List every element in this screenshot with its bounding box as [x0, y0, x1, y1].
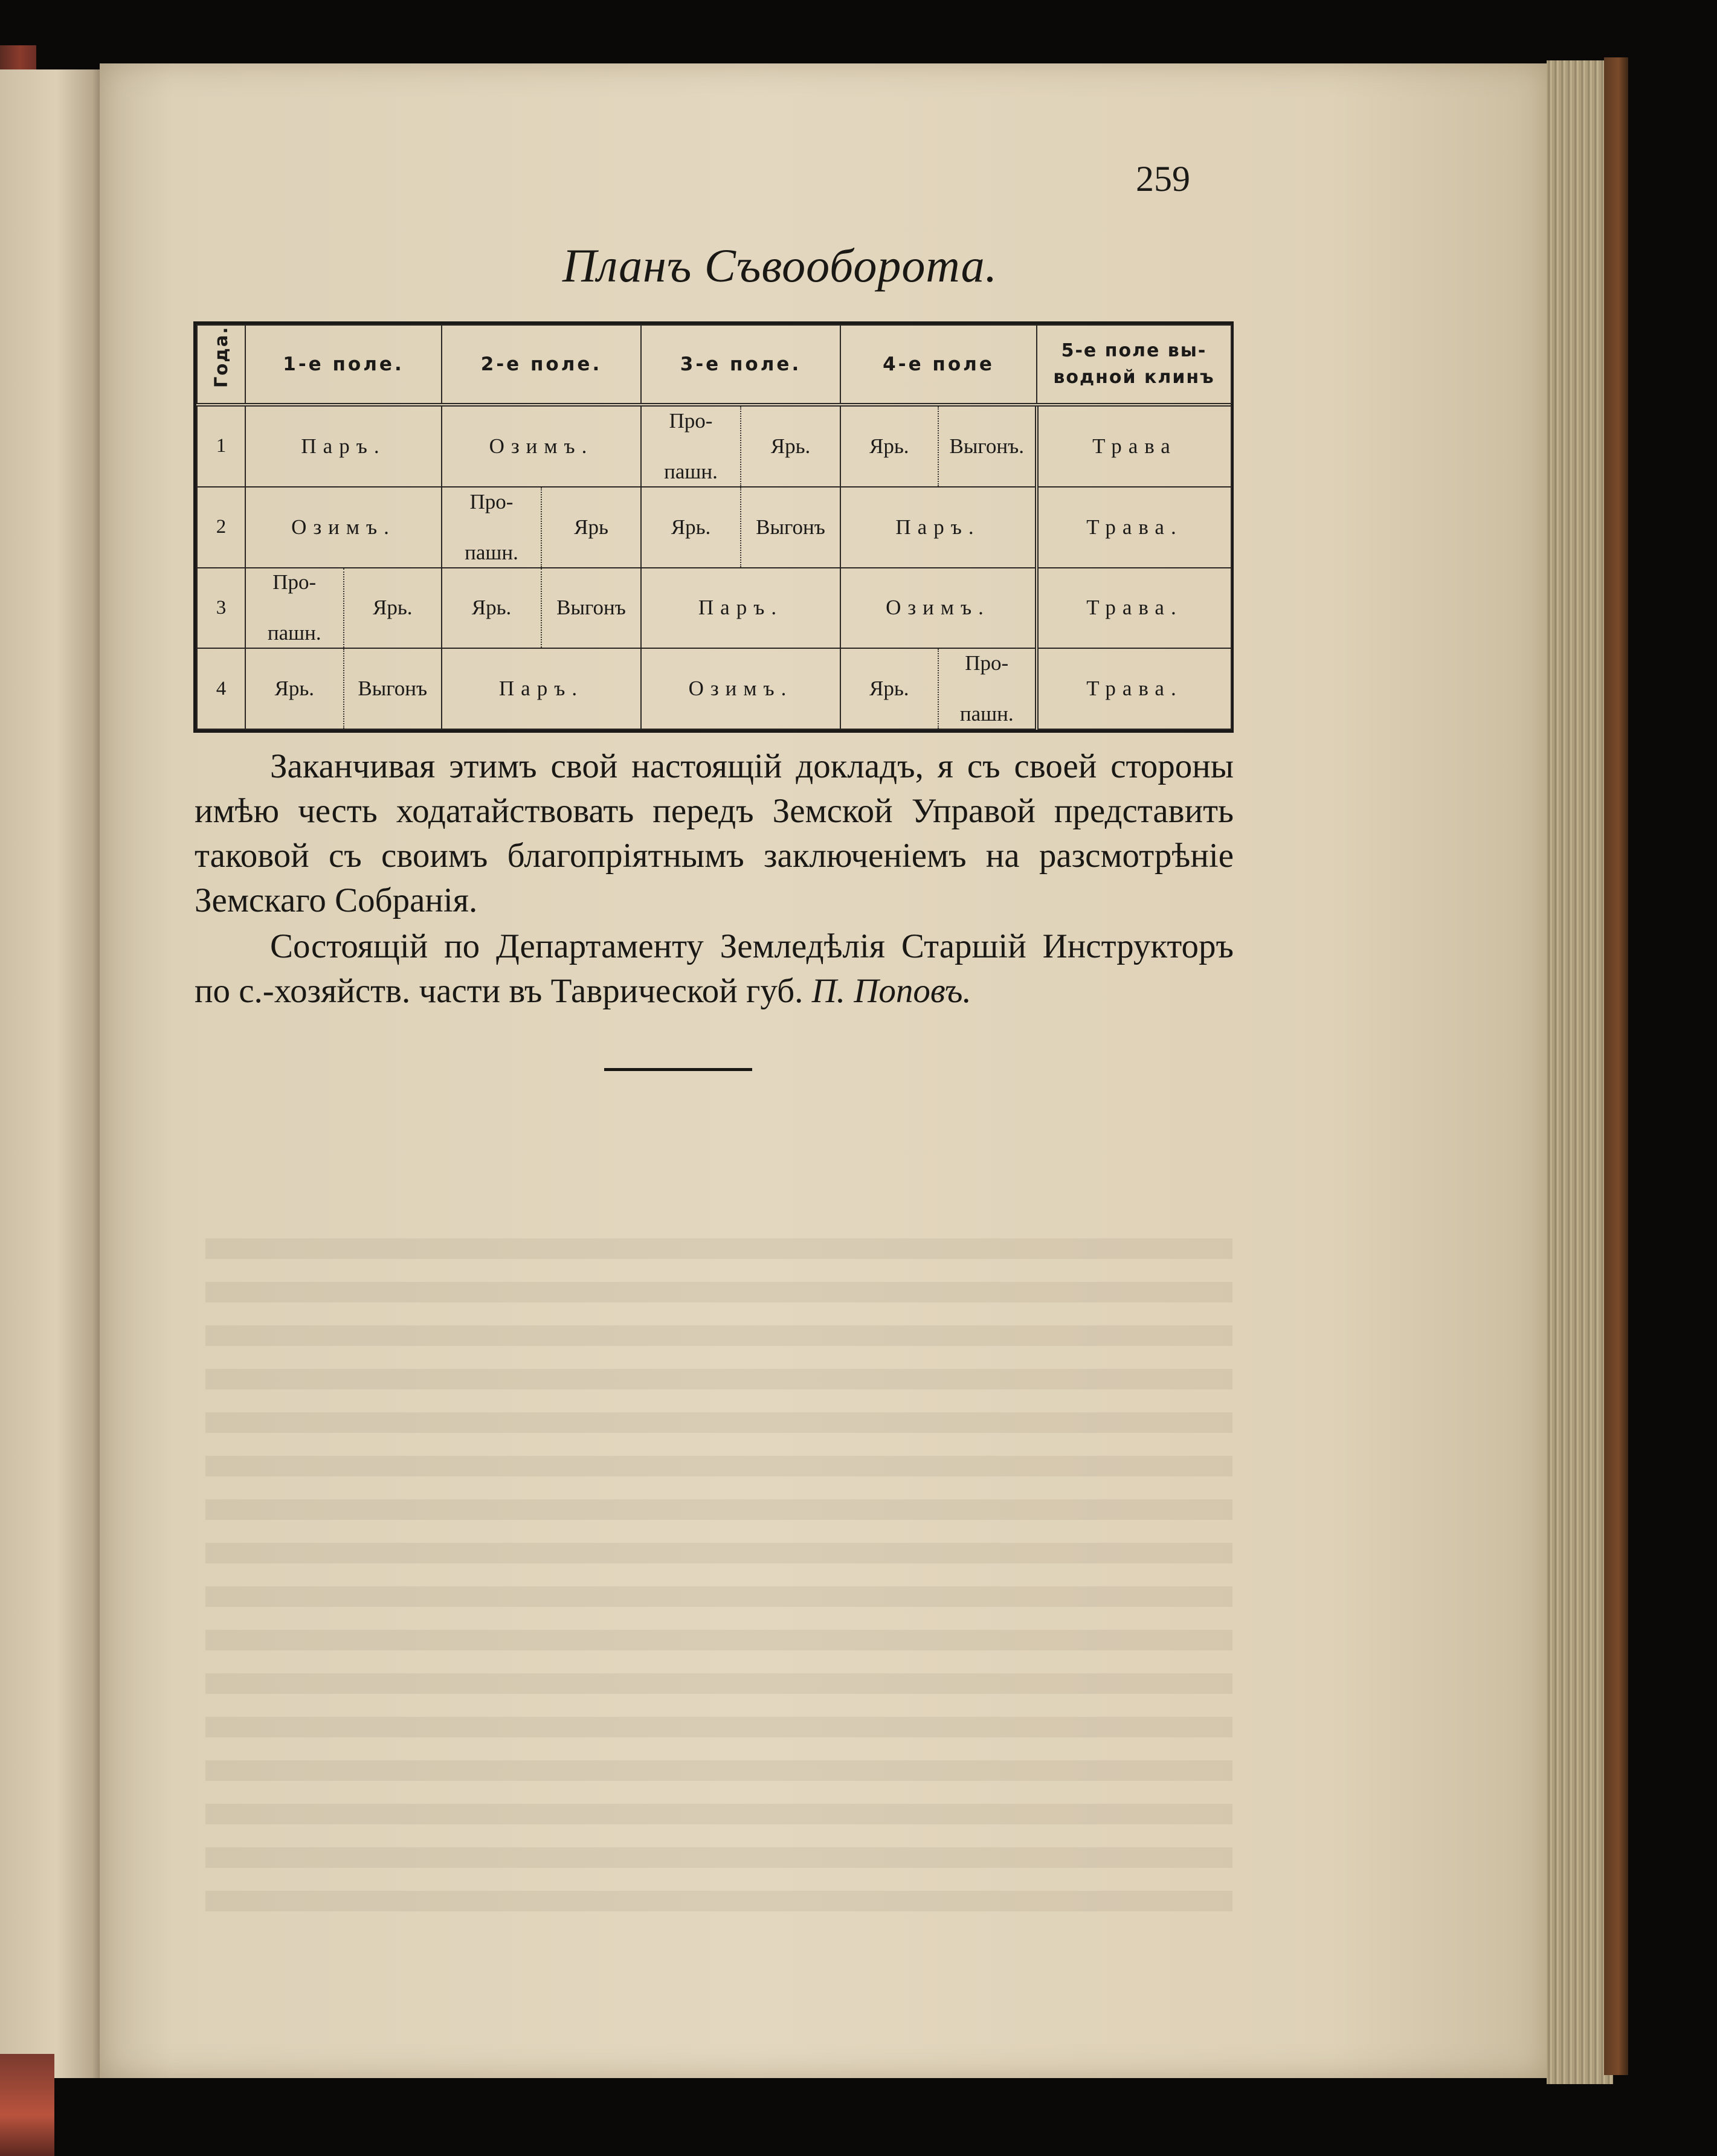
table-subcell: Ярь. [841, 649, 939, 729]
horizontal-rule [604, 1068, 752, 1071]
table-cell: Трава. [1037, 648, 1231, 729]
table-subcell: Ярь. [770, 434, 811, 458]
table-subcell: Выгонъ [358, 677, 428, 701]
book-cover-left-bottom [0, 2054, 54, 2156]
year-cell: 2 [197, 487, 245, 568]
table-cell-split [641, 405, 840, 487]
table-row [197, 487, 1231, 568]
table-cell-split [641, 487, 840, 568]
signature-paragraph [195, 924, 1234, 1014]
table-cell: Паръ. [442, 648, 641, 729]
table-cell: Паръ. [840, 487, 1037, 568]
table-cell-split [442, 487, 641, 568]
page-number: 259 [1136, 159, 1190, 199]
header-field-2: 2-е поле. [442, 325, 641, 405]
year-cell: 4 [197, 648, 245, 729]
table-subcell: Ярь. [642, 488, 741, 567]
signature-text: Состоящій по Департаменту Земледѣлія Старшій Инструкторъ по с.-хозяйств. части въ Таврической губ. [195, 927, 1234, 1010]
table-subcell: Про- пашн. [442, 488, 542, 567]
table-cell-split [840, 405, 1037, 487]
table-row [197, 648, 1231, 729]
header-years: Года. [197, 325, 245, 405]
header-field-1: 1-е поле. [245, 325, 442, 405]
table-cell-split [245, 648, 442, 729]
table-cell: Трава. [1037, 568, 1231, 649]
page-stack-edges [1547, 60, 1613, 2084]
table-row [197, 405, 1231, 487]
table-subcell: Про- пашн. [246, 568, 344, 648]
year-cell: 3 [197, 568, 245, 649]
table-row [197, 568, 1231, 649]
table-header-row [197, 325, 1231, 405]
page-title: Планъ Съвооборота. [562, 239, 998, 292]
table-subcell: Выгонъ [756, 515, 825, 539]
table-cell: Озимъ. [840, 568, 1037, 649]
book-cover-right-edge [1604, 57, 1628, 2075]
header-field-5: 5-е поле вы- водной клинъ [1037, 325, 1231, 405]
table-cell-split [840, 648, 1037, 729]
table-cell: Озимъ. [245, 487, 442, 568]
table-subcell: Ярь. [841, 407, 939, 486]
table-subcell: Про- пашн. [959, 651, 1014, 726]
header-field-4: 4-е поле [840, 325, 1037, 405]
table-cell-split [245, 568, 442, 649]
bleed-through-texture [205, 1238, 1232, 1933]
closing-paragraph: Заканчивая этимъ свой настоящій докладъ, я съ своей стороны имѣю честь ходатайствовать передъ Земской Управой представить таковой съ своимъ благопріятнымъ заключеніемъ на разсмотрѣніе Земскаго Собранія. [195, 747, 1234, 919]
header-field-3: 3-е поле. [641, 325, 840, 405]
table-subcell: Ярь. [246, 649, 344, 729]
crop-rotation-table [193, 321, 1234, 733]
table-subcell: Ярь. [372, 596, 413, 620]
signature-name: П. Поповъ. [811, 972, 971, 1010]
table-cell: Озимъ. [442, 405, 641, 487]
table-cell: Паръ. [245, 405, 442, 487]
table-cell: Трава. [1037, 487, 1231, 568]
table-subcell: Выгонъ. [949, 434, 1024, 458]
table-subcell: Ярь. [442, 568, 542, 648]
table-cell: Паръ. [641, 568, 840, 649]
table-subcell: Про- пашн. [642, 407, 741, 486]
table-cell: Трава [1037, 405, 1231, 487]
left-page-edge [0, 69, 103, 2078]
table-cell: Озимъ. [641, 648, 840, 729]
table-subcell: Выгонъ [556, 596, 626, 620]
table-subcell: Ярь [574, 515, 608, 539]
year-cell: 1 [197, 405, 245, 487]
table-cell-split [442, 568, 641, 649]
